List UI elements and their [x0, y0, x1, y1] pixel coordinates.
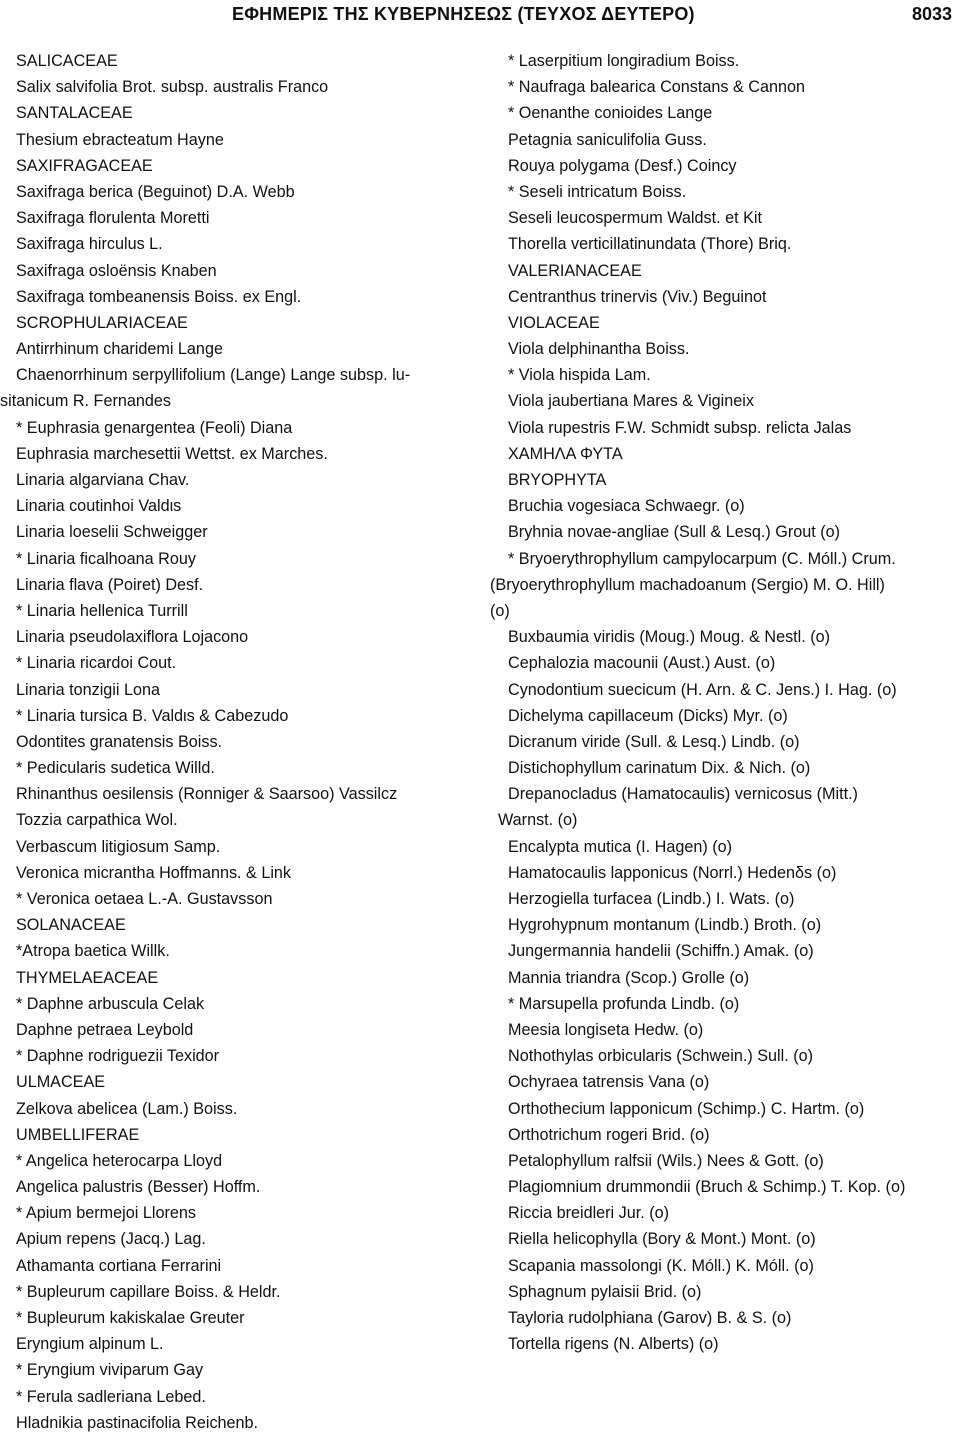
list-item: Viola rupestris F.W. Schmidt subsp. relicta Jalas [508, 418, 852, 437]
list-item: Nothothylas orbicularis (Schwein.) Sull. (o) [508, 1047, 813, 1066]
list-item: Hygrohypnum montanum (Lindb.) Broth. (o) [508, 916, 822, 935]
list-item: * Veronica oetaea L.-A. Gustavsson [16, 890, 273, 908]
list-item: Antirrhinum charidemi Lange [16, 340, 223, 359]
list-item: * Apium bermejoi Llorens [16, 1204, 196, 1223]
list-item: * Bryoerythrophyllum campylocarpum (C. Móll.) Crum. [508, 549, 896, 568]
list-item: Linaria algarviana Chav. [16, 471, 190, 489]
list-item: Saxifraga tombeanensis Boiss. ex Engl. [16, 287, 302, 306]
list-item: Tayloria rudolphiana (Garov) B. & S. (o) [508, 1309, 792, 1327]
list-item: * Pedicularis sudetica Willd. [16, 759, 215, 778]
list-item: SAXIFRAGACEAE [16, 156, 153, 175]
list-item: THYMELAEACEAE [16, 968, 159, 987]
list-item: Rouya polygama (Desf.) Coincy [508, 156, 737, 175]
list-item: * Linaria ficalhoana Rouy [16, 549, 196, 568]
list-item: UMBELLIFERAE [16, 1125, 140, 1144]
list-item: (Bryoerythrophyllum machadoanum (Sergio) M. O. Hill) [490, 575, 885, 594]
list-item: Seseli leucospermum Waldst. et Kit [508, 209, 762, 228]
list-item: Cynodontium suecicum (H. Arn. & C. Jens.) I. Hag. (o) [508, 680, 897, 699]
list-item: Athamanta cortiana Ferrarini [16, 1256, 222, 1275]
list-item: * Bupleurum kakiskalae Greuter [16, 1309, 245, 1327]
list-item: Jungermannia handelii (Schiffn.) Amak. (o) [508, 942, 814, 961]
list-item: Angelica palustris (Besser) Hoffm. [16, 1178, 261, 1197]
list-item: * Seseli intricatum Boiss. [508, 182, 687, 201]
list-item: Veronica micrantha Hoffmanns. & Link [16, 863, 292, 882]
list-item: Linaria loeselii Schweigger [16, 523, 208, 542]
list-item: Encalypta mutica (I. Hagen) (o) [508, 837, 733, 856]
list-item: Buxbaumia viridis (Moug.) Moug. & Nestl. (o) [508, 628, 831, 647]
list-item: Bryhnia novae-angliae (Sull & Lesq.) Grout (o) [508, 523, 841, 542]
list-item: Tozzia carpathica Wol. [16, 811, 178, 830]
list-item: Scapania massolongi (K. Móll.) K. Móll. (o) [508, 1256, 814, 1275]
list-item: Thesium ebracteatum Hayne [16, 130, 224, 149]
list-item: Centranthus trinervis (Viv.) Beguinot [508, 287, 767, 306]
list-item: Hladnikia pastinacifolia Reichenb. [16, 1413, 259, 1432]
right-species-column [490, 48, 960, 1357]
list-item: Drepanocladus (Hamatocaulis) vernicosus (Mitt.) [508, 785, 858, 804]
list-item: SALICACEAE [16, 52, 118, 70]
list-item: * Bupleurum capillare Boiss. & Heldr. [16, 1282, 281, 1301]
list-item: Saxifraga florulenta Moretti [16, 209, 210, 228]
list-item: Warnst. (o) [498, 811, 578, 830]
list-item: Petalophyllum ralfsii (Wils.) Nees & Gott. (o) [508, 1151, 824, 1170]
list-item: * Linaria hellenica Turrill [16, 601, 188, 620]
list-item: Verbascum litigiosum Samp. [16, 837, 221, 856]
list-item: Linaria tonzigii Lona [16, 680, 160, 699]
list-item: Sphagnum pylaisii Brid. (o) [508, 1282, 702, 1301]
page-number: 8033 [911, 4, 952, 24]
list-item: Saxifraga osloënsis Knaben [16, 261, 217, 280]
list-item: *Atropa baetica Willk. [16, 942, 170, 961]
list-item: Petagnia saniculifolia Guss. [508, 130, 707, 149]
page-header [0, 2, 960, 28]
list-item: Meesia longiseta Hedw. (o) [508, 1020, 704, 1039]
list-item: Salix salvifolia Brot. subsp. australis Franco [16, 78, 329, 97]
list-item: Saxifraga berica (Beguinot) D.A. Webb [16, 182, 295, 201]
list-item: Viola delphinantha Boiss. [508, 340, 690, 359]
list-item: Saxifraga hirculus L. [16, 235, 163, 254]
list-item: * Oenanthe conioides Lange [508, 104, 713, 123]
list-item: Riccia breidleri Jur. (o) [508, 1204, 670, 1223]
list-item: * Angelica heterocarpa Lloyd [16, 1151, 223, 1170]
list-item: Viola jaubertiana Mares & Vigineix [508, 392, 754, 411]
list-item: * Naufraga balearica Constans & Cannon [508, 78, 805, 97]
list-item: VIOLACEAE [508, 313, 600, 332]
list-item: * Euphrasia genargentea (Feoli) Diana [16, 418, 293, 437]
list-item: Linaria pseudolaxiflora Lojacono [16, 628, 249, 647]
list-item: Linaria coutinhoi Valdιs [16, 497, 182, 516]
list-item: Linaria flava (Poiret) Desf. [16, 575, 204, 594]
list-item: Euphrasia marchesettii Wettst. ex Marches. [16, 444, 328, 463]
list-item: BRYOPHYTA [508, 471, 607, 489]
list-item: * Daphne arbuscula Celak [16, 994, 205, 1013]
list-item: Bruchia vogesiaca Schwaegr. (o) [508, 497, 745, 516]
list-item: sitanicum R. Fernandes [0, 392, 171, 411]
list-item: * Linaria ricardoi Cout. [16, 654, 177, 673]
list-item: Herzogiella turfacea (Lindb.) I. Wats. (o) [508, 890, 795, 908]
list-item: Distichophyllum carinatum Dix. & Nich. (o) [508, 759, 811, 778]
list-item: Odontites granatensis Boiss. [16, 732, 223, 751]
list-item: Orthothecium lapponicum (Schimp.) C. Hartm. (o) [508, 1099, 865, 1118]
list-item: SCROPHULARIACEAE [16, 313, 188, 332]
list-item: Mannia triandra (Scop.) Grolle (o) [508, 968, 750, 987]
list-item: SANTALACEAE [16, 104, 133, 123]
left-species-column [0, 48, 476, 1436]
list-item: * Linaria tursica B. Valdιs & Cabezudo [16, 706, 289, 725]
list-item: Apium repens (Jacq.) Lag. [16, 1230, 206, 1249]
list-item: Dichelyma capillaceum (Dicks) Myr. (o) [508, 706, 788, 725]
list-item: Plagiomnium drummondii (Bruch & Schimp.) T. Kop. (o) [508, 1178, 906, 1197]
list-item: Tortella rigens (N. Alberts) (o) [508, 1335, 719, 1354]
list-item: Orthotrichum rogeri Brid. (o) [508, 1125, 710, 1144]
list-item: * Eryngium viviparum Gay [16, 1361, 204, 1380]
list-item: * Laserpitium longiradium Boiss. [508, 52, 740, 70]
list-item: ΧΑΜΗΛΑ ΦΥΤΑ [508, 444, 623, 463]
list-item: Rhinanthus oesilensis (Ronniger & Saarsoo) Vassilcz [16, 785, 398, 804]
list-item: Chaenorrhinum serpyllifolium (Lange) Lange subsp. lu- [16, 366, 411, 385]
list-item: Dicranum viride (Sull. & Lesq.) Lindb. (o) [508, 732, 800, 751]
list-item: * Marsupella profunda Lindb. (o) [508, 994, 740, 1013]
list-item: ULMACEAE [16, 1073, 106, 1092]
list-item: * Viola hispida Lam. [508, 366, 651, 385]
list-item: VALERIANACEAE [508, 261, 642, 280]
list-item: Ochyraea tatrensis Vana (o) [508, 1073, 710, 1092]
gazette-title: ΕΦΗΜΕΡΙΣ ΤΗΣ ΚΥΒΕΡΝΗΣΕΩΣ (ΤΕΥΧΟΣ ΔΕΥΤΕΡΟ) [232, 4, 695, 24]
list-item: Zelkova abelicea (Lam.) Boiss. [16, 1099, 238, 1118]
list-item: Eryngium alpinum L. [16, 1335, 164, 1354]
list-item: * Ferula sadleriana Lebed. [16, 1387, 206, 1406]
list-item: Thorella verticillatinundata (Thore) Briq. [508, 235, 792, 254]
list-item: Cephalozia macounii (Aust.) Aust. (o) [508, 654, 776, 673]
list-item: SOLANACEAE [16, 916, 126, 935]
list-item: (o) [490, 601, 510, 620]
list-item: * Daphne rodriguezii Texidor [16, 1047, 220, 1066]
list-item: Daphne petraea Leybold [16, 1020, 194, 1039]
list-item: Hamatocaulis lapponicus (Norrl.) Hedenδs (o) [508, 863, 837, 882]
list-item: Riella helicophylla (Bory & Mont.) Mont. (o) [508, 1230, 816, 1249]
